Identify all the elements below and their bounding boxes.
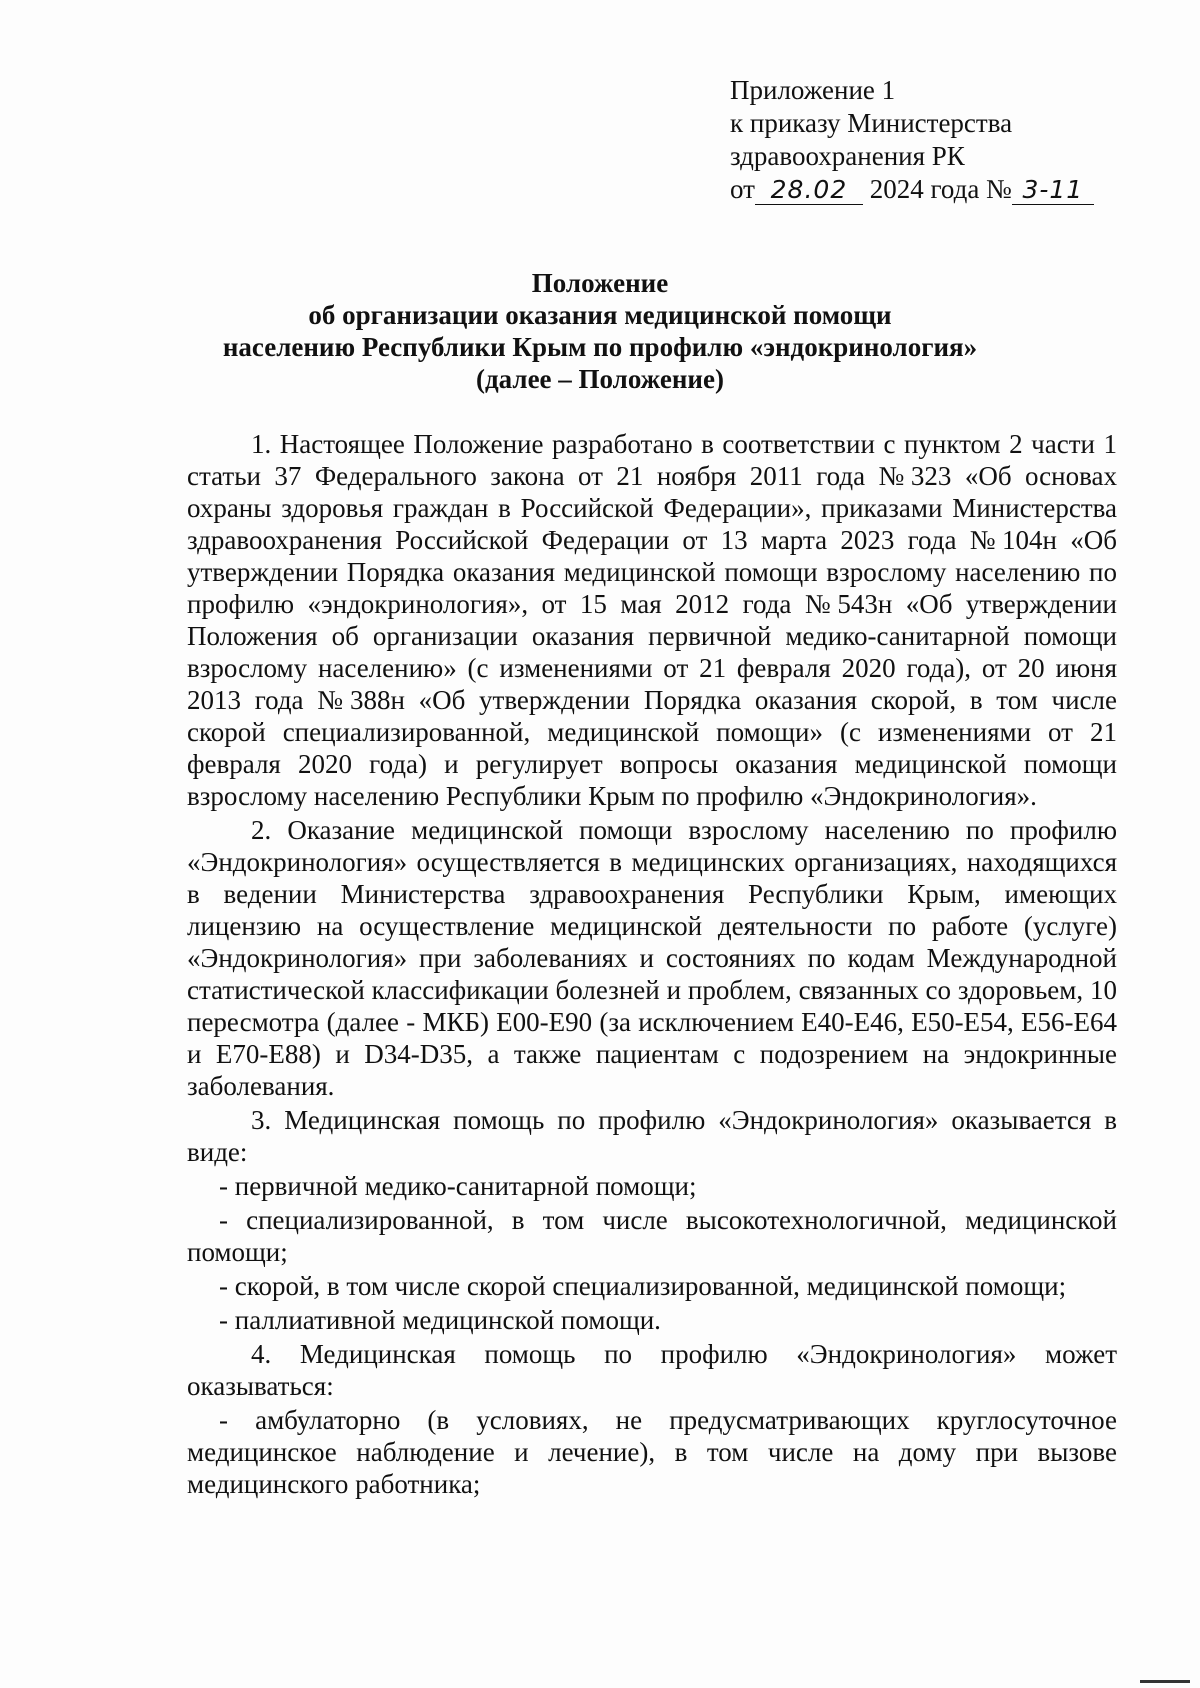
document-body (187, 428, 1117, 1500)
year-text: 2024 года № (869, 174, 1012, 204)
list-item: - амбулаторно (в условиях, не предусматривающих круглосуточное медицинское наблюдение и лечение), в том числе на дому при вызове медицинского работника; (187, 1405, 1117, 1499)
document-title (140, 267, 1060, 395)
list-item: - специализированной, в том числе высокотехнологичной, медицинской помощи; (187, 1205, 1117, 1267)
list-item: - паллиативной медицинской помощи. (219, 1305, 661, 1335)
list-item: - скорой, в том числе скорой специализированной, медицинской помощи; (219, 1271, 1067, 1301)
appendix-block (730, 74, 1094, 206)
title-line-3: населению Республики Крым по профилю «эндокринология» (222, 332, 978, 362)
title-line-4: (далее – Положение) (476, 364, 724, 394)
title-line-2: об организации оказания медицинской помощи (308, 300, 892, 330)
appendix-line-4 (730, 173, 1094, 206)
paragraph-2: 2. Оказание медицинской помощи взрослому населению по профилю «Эндокринология» осуществляется в медицинских организациях, находящихся в ведении Министерства здравоохранения Республики Крым, имеющих лицензию на осуществление медицинской деятельности по работе (услуге) «Эндокринология» при заболеваниях и состояниях по кодам Международной статистической классификации болезней и проблем, связанных со здоровьем, 10 пересмотра (далее - МКБ) Е00-Е90 (за исключением Е40-Е46, Е50-Е54, Е56-Е64 и Е70-Е88) и D34-D35, а также пациентам с подозрением на эндокринные заболевания. (187, 815, 1117, 1101)
handwritten-date: 28.02 (770, 175, 848, 204)
paragraph-1: 1. Настоящее Положение разработано в соответствии с пунктом 2 части 1 статьи 37 Федерального закона от 21 ноября 2011 года №323 «Об основах охраны здоровья граждан в Российской Федерации», приказами Министерства здравоохранения Российской Федерации от 13 марта 2023 года №104н «Об утверждении Порядка оказания медицинской помощи взрослому населению по профилю «эндокринология», от 15 мая 2012 года №543н «Об утверждении Положения об организации оказания первичной медико-санитарной помощи взрослому населению» (с изменениями от 21 февраля 2020 года), от 20 июня 2013 года №388н «Об утверждении Порядка оказания скорой, в том числе скорой специализированной, медицинской помощи» (с изменениями от 21 февраля 2020 года) и регулирует вопросы оказания медицинской помощи взрослому населению Республики Крым по профилю «Эндокринология». (187, 429, 1117, 811)
title-line-1: Положение (531, 268, 669, 298)
scan-edge-mark (1140, 1680, 1190, 1683)
from-label: от (730, 174, 755, 204)
list-item: - первичной медико-санитарной помощи; (219, 1171, 697, 1201)
appendix-line-2: к приказу Министерства (730, 108, 1013, 138)
appendix-line-3: здравоохранения РК (730, 141, 965, 171)
paragraph-3: 3. Медицинская помощь по профилю «Эндокринология» оказывается в виде: (187, 1105, 1117, 1167)
order-number-field (1012, 175, 1094, 205)
paragraph-4: 4. Медицинская помощь по профилю «Эндокринология» может оказываться: (187, 1339, 1117, 1401)
date-field (755, 175, 863, 205)
handwritten-number: 3-11 (1022, 175, 1084, 204)
appendix-line-1: Приложение 1 (730, 75, 896, 105)
